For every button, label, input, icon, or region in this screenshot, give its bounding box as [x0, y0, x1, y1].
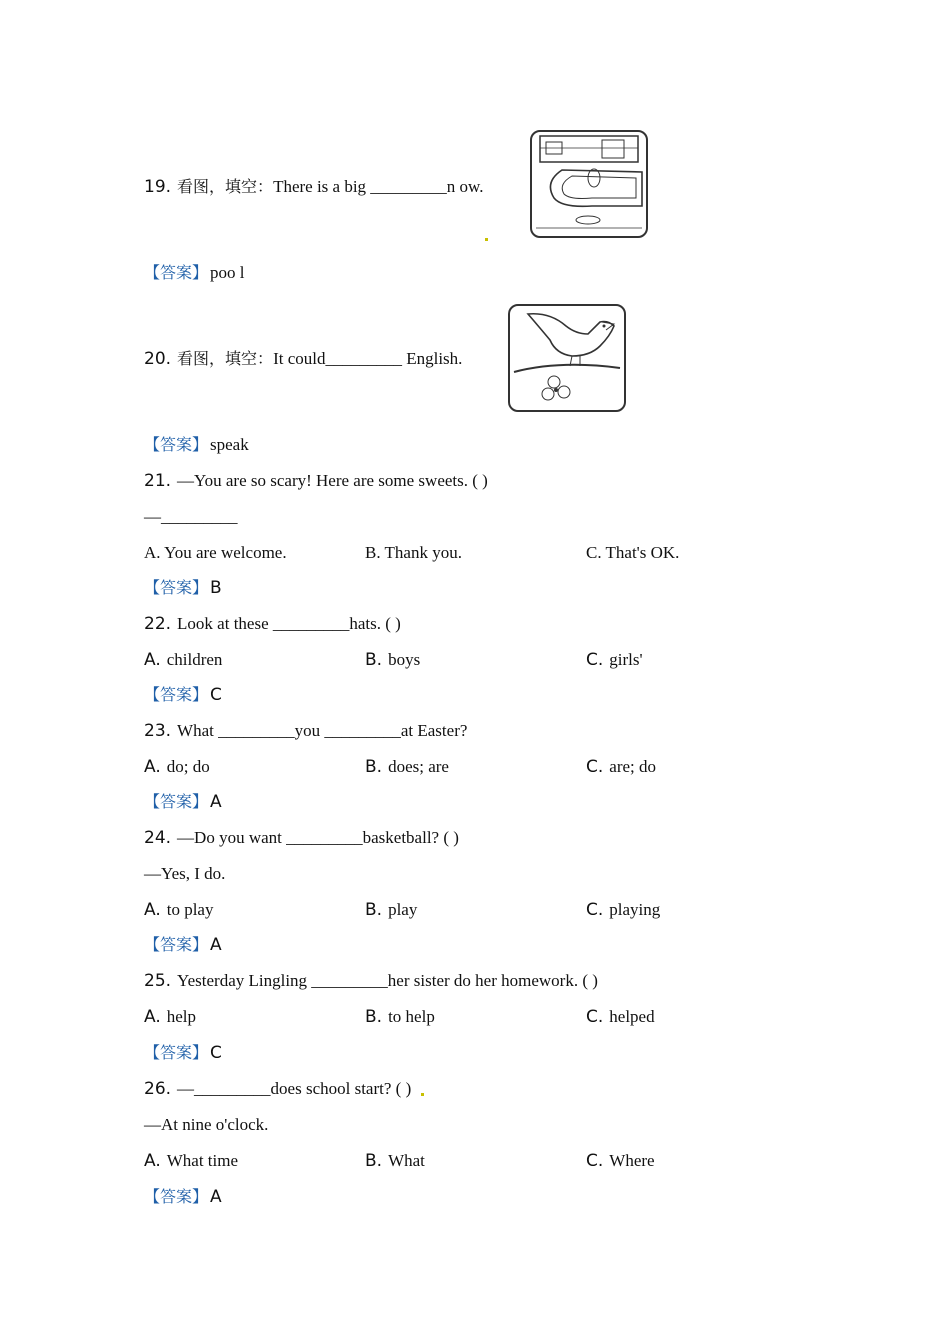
answer-label: 【答案】 — [144, 435, 209, 454]
answer-label: 【答案】 — [144, 578, 209, 597]
q22-stem — [144, 613, 401, 635]
option-c — [586, 899, 660, 921]
q24-line1: —Do you want _________basketball? ( ) — [177, 828, 459, 847]
q25-text: Yesterday Lingling _________her sister do her homework. ( ) — [177, 971, 598, 990]
q24-answer-value: A — [210, 935, 222, 955]
q22-text: Look at these _________hats. ( ) — [177, 614, 401, 633]
option-c: C. That's OK. — [586, 543, 680, 562]
bird-picture — [508, 304, 626, 412]
q20-answer — [144, 434, 249, 456]
answer-label: 【答案】 — [144, 1043, 209, 1062]
option-letter: A. — [144, 757, 161, 777]
q25-number: 25. — [144, 971, 172, 991]
option-letter: B. — [365, 757, 383, 777]
answer-label: 【答案】 — [144, 792, 209, 811]
option-letter: B. — [365, 900, 383, 920]
q23-stem — [144, 720, 467, 742]
speck — [485, 238, 488, 241]
option-letter: C. — [586, 1007, 604, 1027]
q22-answer — [144, 684, 222, 706]
option-text: What — [388, 1151, 425, 1170]
option-text: does; are — [388, 757, 449, 776]
option-text: play — [388, 900, 418, 919]
q24-stem — [144, 827, 459, 849]
q19-number: 19. — [144, 177, 172, 197]
option-letter: A. — [144, 1007, 161, 1027]
answer-label: 【答案】 — [144, 935, 209, 954]
speck — [421, 1093, 424, 1096]
q21-line2: —_________ — [144, 507, 238, 526]
pool-picture — [530, 130, 648, 238]
q22-number: 22. — [144, 614, 172, 634]
q21-options — [144, 542, 844, 564]
option-letter: C. — [586, 650, 604, 670]
option-letter: A. — [144, 900, 161, 920]
q20-number: 20. — [144, 349, 172, 369]
option-text: do; do — [166, 757, 210, 776]
option-a — [144, 1150, 238, 1172]
option-c — [586, 756, 656, 778]
option-a — [144, 899, 213, 921]
q24-answer — [144, 934, 222, 956]
option-b — [365, 1150, 425, 1172]
q23-answer-value: A — [210, 792, 222, 812]
answer-label: 【答案】 — [144, 263, 209, 282]
q19-stem — [144, 176, 483, 198]
option-letter: B. — [365, 1151, 383, 1171]
option-letter: A. — [144, 650, 161, 670]
option-b: B. Thank you. — [365, 543, 462, 562]
option-text: playing — [609, 900, 661, 919]
q25-answer-value: C — [210, 1043, 222, 1063]
q19-answer — [144, 262, 245, 284]
q21-number: 21. — [144, 471, 172, 491]
option-letter: C. — [586, 900, 604, 920]
option-letter: B. — [365, 650, 383, 670]
q24-number: 24. — [144, 828, 172, 848]
option-text: to play — [166, 900, 214, 919]
option-a: A. You are welcome. — [144, 543, 287, 562]
option-text: boys — [388, 650, 421, 669]
option-text: children — [166, 650, 223, 669]
option-a — [144, 756, 210, 778]
option-text: What time — [166, 1151, 239, 1170]
option-text: Where — [609, 1151, 655, 1170]
q19-answer-value: poo l — [210, 263, 245, 282]
q26-answer — [144, 1186, 222, 1208]
q25-options — [144, 1006, 844, 1028]
q25-stem — [144, 970, 598, 992]
q21-answer-value: B — [210, 578, 222, 598]
option-a — [144, 1006, 196, 1028]
option-b — [365, 1006, 435, 1028]
answer-label: 【答案】 — [144, 685, 209, 704]
q25-answer — [144, 1042, 222, 1064]
q26-line2: —At nine o'clock. — [144, 1115, 269, 1134]
option-b — [365, 649, 420, 671]
q26-answer-value: A — [210, 1187, 222, 1207]
q21-answer — [144, 577, 222, 599]
q22-options — [144, 649, 844, 671]
q26-options — [144, 1150, 844, 1172]
q21-stem — [144, 470, 488, 492]
q23-options — [144, 756, 844, 778]
option-text: help — [166, 1007, 197, 1026]
q26-stem — [144, 1078, 411, 1100]
option-b — [365, 899, 417, 921]
option-text: to help — [388, 1007, 435, 1026]
q24-options — [144, 899, 844, 921]
q23-answer — [144, 791, 222, 813]
option-letter: B. — [365, 1007, 383, 1027]
option-text: girls' — [609, 650, 643, 669]
q26-line1: —_________does school start? ( ) — [177, 1079, 412, 1098]
option-text: helped — [609, 1007, 655, 1026]
q19-prompt: 看图，填空： — [177, 177, 274, 196]
option-b — [365, 756, 449, 778]
q23-number: 23. — [144, 721, 172, 741]
q24-line2: —Yes, I do. — [144, 864, 226, 883]
q20-text: It could_________ English. — [273, 349, 463, 368]
option-letter: A. — [144, 1151, 161, 1171]
q19-text: There is a big _________n ow. — [273, 177, 484, 196]
bird-drawing — [510, 306, 624, 410]
q20-prompt: 看图，填空： — [177, 349, 274, 368]
option-letter: C. — [586, 1151, 604, 1171]
option-letter: C. — [586, 757, 604, 777]
option-c — [586, 1150, 655, 1172]
option-a — [144, 649, 222, 671]
option-c — [586, 649, 643, 671]
q21-line1: —You are so scary! Here are some sweets. ( ) — [177, 471, 488, 490]
q22-answer-value: C — [210, 685, 222, 705]
pool-drawing — [532, 132, 646, 236]
option-c — [586, 1006, 655, 1028]
q20-stem — [144, 348, 462, 370]
q23-text: What _________you _________at Easter? — [177, 721, 468, 740]
answer-label: 【答案】 — [144, 1187, 209, 1206]
q26-number: 26. — [144, 1079, 172, 1099]
option-text: are; do — [609, 757, 657, 776]
q20-answer-value: speak — [210, 435, 249, 454]
